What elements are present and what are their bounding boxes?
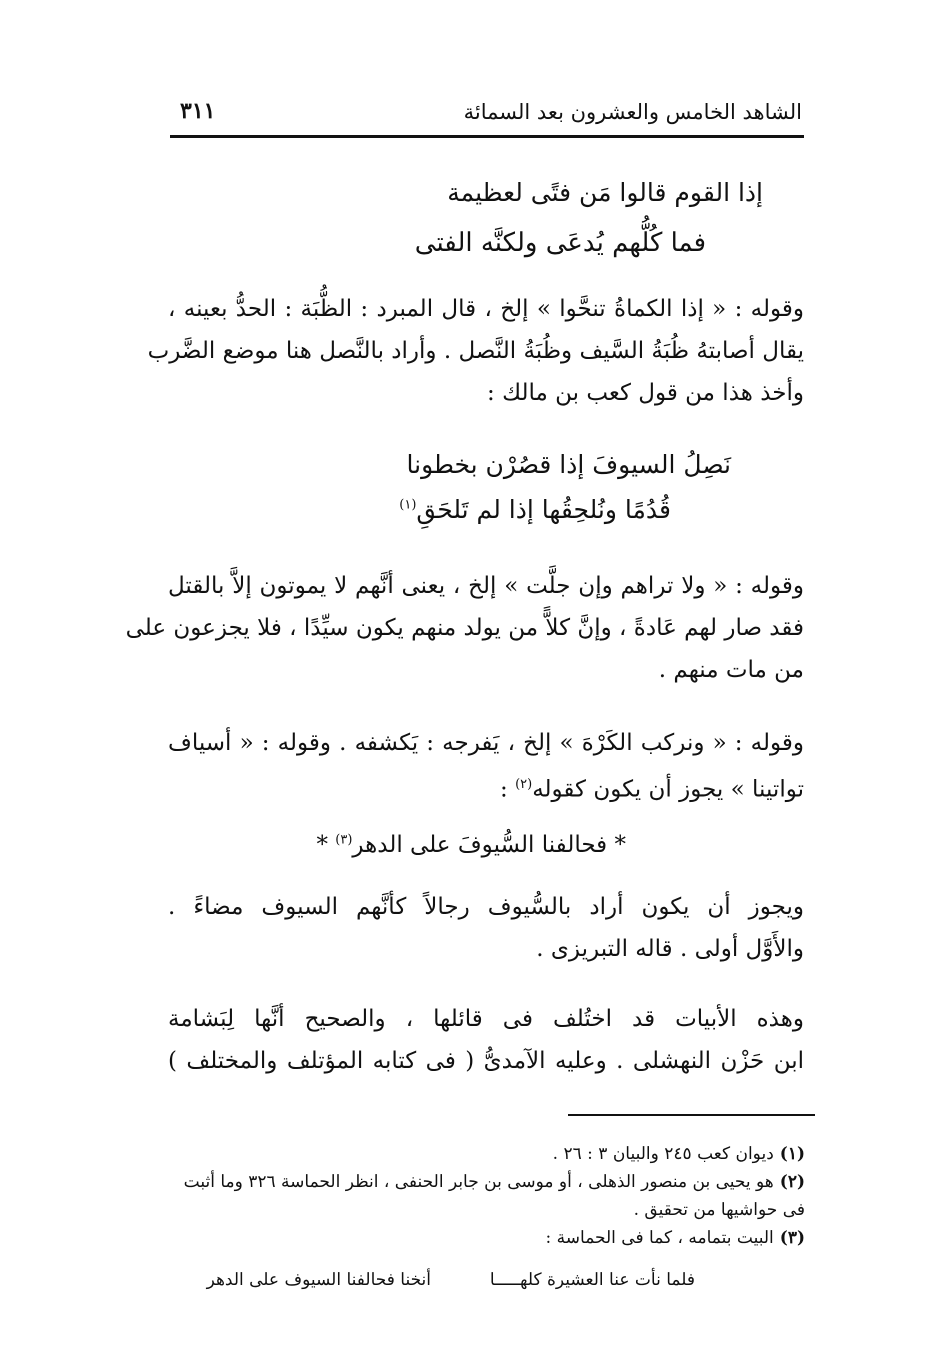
footnote-3-text: البيت بتمامه ، كما فى الحماسة : — [545, 1228, 774, 1248]
footnote-2-number: (٢) — [779, 1172, 805, 1192]
paragraph-3-line-2 — [168, 764, 804, 811]
paragraph-3-line-2-text: تواتينا » يجوز أن يكون كقوله — [532, 776, 804, 803]
paragraph-5 — [168, 998, 804, 1082]
footnote-3 — [160, 1224, 805, 1252]
paragraph-4 — [168, 886, 804, 970]
footnote-2-text: هو يحيى بن منصور الذهلى ، أو موسى بن جابر الحنفى ، انظر الحماسة ٣٢٦ وما أثبت — [183, 1172, 774, 1192]
footnote-2-continuation: فى حواشيها من تحقيق . — [633, 1200, 805, 1220]
footnote-1-number: (١) — [779, 1144, 805, 1164]
paragraph-2-line-1: وقوله : « ولا تراهم وإن جلَّت » إلخ ، يعنى أنَّهم لا يموتون إلاَّ بالقتل — [168, 573, 804, 599]
footnote-3-verse-a: فلما نأت عنا العشيرة كلهـــــا — [489, 1270, 695, 1290]
paragraph-3-line-1: وقوله : « ونركب الكَرْهَ » إلخ ، يَفرجه : يَكشفه . وقوله : « أسياف — [168, 730, 804, 756]
verse-3 — [316, 832, 626, 858]
footnote-3-verse-b: أنخنا فحالفنا السيوف على الدهر — [206, 1270, 431, 1290]
paragraph-2 — [125, 565, 804, 691]
footnote-1 — [160, 1140, 805, 1168]
paragraph-4-line-2: والأَوَّل أولى . قاله التبريزى . — [536, 936, 804, 962]
footnote-3-number: (٣) — [779, 1228, 805, 1248]
running-title: الشاهد الخامس والعشرون بعد السمائة — [463, 100, 802, 124]
paragraph-1-line-2: يقال أصابتهُ ظُبَةُ السَّيف وظُبَةُ النَّصل . وأراد بالنَّصل هنا موضع الضَّرب — [147, 338, 804, 364]
paragraph-1-line-3: وأخذ هذا من قول كعب بن مالك : — [487, 380, 804, 406]
running-header — [170, 98, 802, 132]
verse-2-hemistich-2 — [399, 495, 671, 524]
verse-2-hemistich-2-text: قُدُمًا ونُلحِقُها إذا لم تَلحَقِ — [416, 495, 671, 524]
paragraph-3 — [168, 722, 804, 811]
paragraph-1 — [147, 288, 804, 414]
verse-1-hemistich-1: إذا القوم قالوا مَن فتًى لعظيمة — [447, 178, 763, 207]
verse-1-hemistich-2: فما كُلُّهم يُدعَى ولكنَّه الفتى — [414, 228, 706, 258]
footnote-marker-3: (٣) — [335, 832, 353, 848]
paragraph-4-line-1: ويجوز أن يكون أراد بالسُّيوف رجالاً كأنَّهم السيوف مضاءً . — [168, 894, 804, 920]
verse-3-text: * فحالفنا السُّيوفَ على الدهر — [352, 832, 626, 858]
footnote-marker-2: (٢) — [515, 777, 533, 792]
paragraph-5-line-1: وهذه الأبيات قد اختُلف فى قائلها ، والصحيح أنَّها لِبَشامة — [168, 1006, 804, 1032]
verse-3-end: * — [316, 832, 336, 858]
footnote-1-text: ديوان كعب ٢٤٥ والبيان ٣ : ٢٦ . — [552, 1144, 774, 1164]
paragraph-2-line-3: من مات منهم . — [658, 657, 804, 683]
footnote-rule — [568, 1114, 815, 1116]
footnotes — [160, 1140, 805, 1252]
paragraph-3-line-2-end: : — [500, 776, 516, 803]
page-number: ٣١١ — [180, 98, 216, 124]
paragraph-5-line-2: ابن حَزْن النهشلى . وعليه الآمدىُّ ( فى كتابه المؤتلف والمختلف ) — [168, 1048, 804, 1074]
header-rule — [170, 135, 804, 138]
verse-2-hemistich-1: نَصِلُ السيوفَ إذا قصُرْن بخطونا — [406, 450, 731, 479]
footnote-2 — [160, 1168, 805, 1196]
footnote-marker-1: (١) — [399, 497, 417, 513]
paragraph-2-line-2: فقد صار لهم عَادةً ، وإنَّ كلاًّ من يولد منهم يكون سيِّدًا ، فلا يجزعون على — [125, 615, 804, 641]
paragraph-1-line-1: وقوله : « إذا الكماةُ تنحَّوا » إلخ ، قال المبرد : الظُّبَة : الحدُّ بعينه ، — [168, 296, 804, 322]
